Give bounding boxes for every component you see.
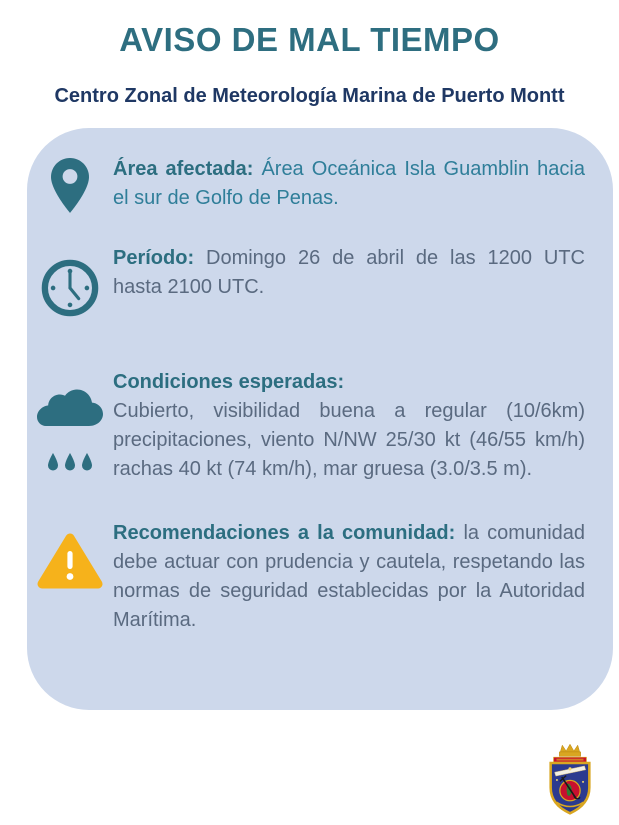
section-recommendations xyxy=(27,519,585,635)
section-expected-conditions xyxy=(27,368,585,484)
rain-cloud-icon xyxy=(37,384,103,431)
recommendations-text: Recomendaciones a la comunidad: la comunidad debe actuar con prudencia y cautela, respetando las normas de seguridad establecidas por la Autoridad Marítima. xyxy=(113,522,586,631)
rain-drops-icon xyxy=(46,453,94,478)
armada-de-chile-crest-logo xyxy=(541,742,599,815)
notice-panel xyxy=(27,128,613,710)
page-title: AVISO DE MAL TIEMPO xyxy=(119,21,500,58)
section-affected-area xyxy=(27,155,585,218)
period-text: Período: Domingo 26 de abril de las 1200 UTC hasta 2100 UTC. xyxy=(113,247,585,298)
clock-icon xyxy=(41,259,99,322)
expected-conditions-text: Condiciones esperadas: Cubierto, visibilidad buena a regular (10/6km) precipitaciones, viento N/NW 25/30 kt (46/55 km/h) rachas 40 kt (74 km/h), mar gruesa (3.0/3.5 m). xyxy=(113,368,585,484)
recommendations-label: Recomendaciones a la comunidad: xyxy=(113,522,456,544)
affected-area-text: Área afectada: Área Oceánica Isla Guamblin hacia el sur de Golfo de Penas. xyxy=(113,158,585,209)
section-period xyxy=(27,244,585,322)
page-subtitle: Centro Zonal de Meteorología Marina de Puerto Montt xyxy=(54,85,565,107)
expected-conditions-label: Condiciones esperadas: xyxy=(113,371,345,393)
period-label: Período: xyxy=(113,247,195,269)
affected-area-label: Área afectada: xyxy=(113,158,254,180)
location-pin-icon xyxy=(51,158,89,218)
warning-icon xyxy=(37,532,103,595)
